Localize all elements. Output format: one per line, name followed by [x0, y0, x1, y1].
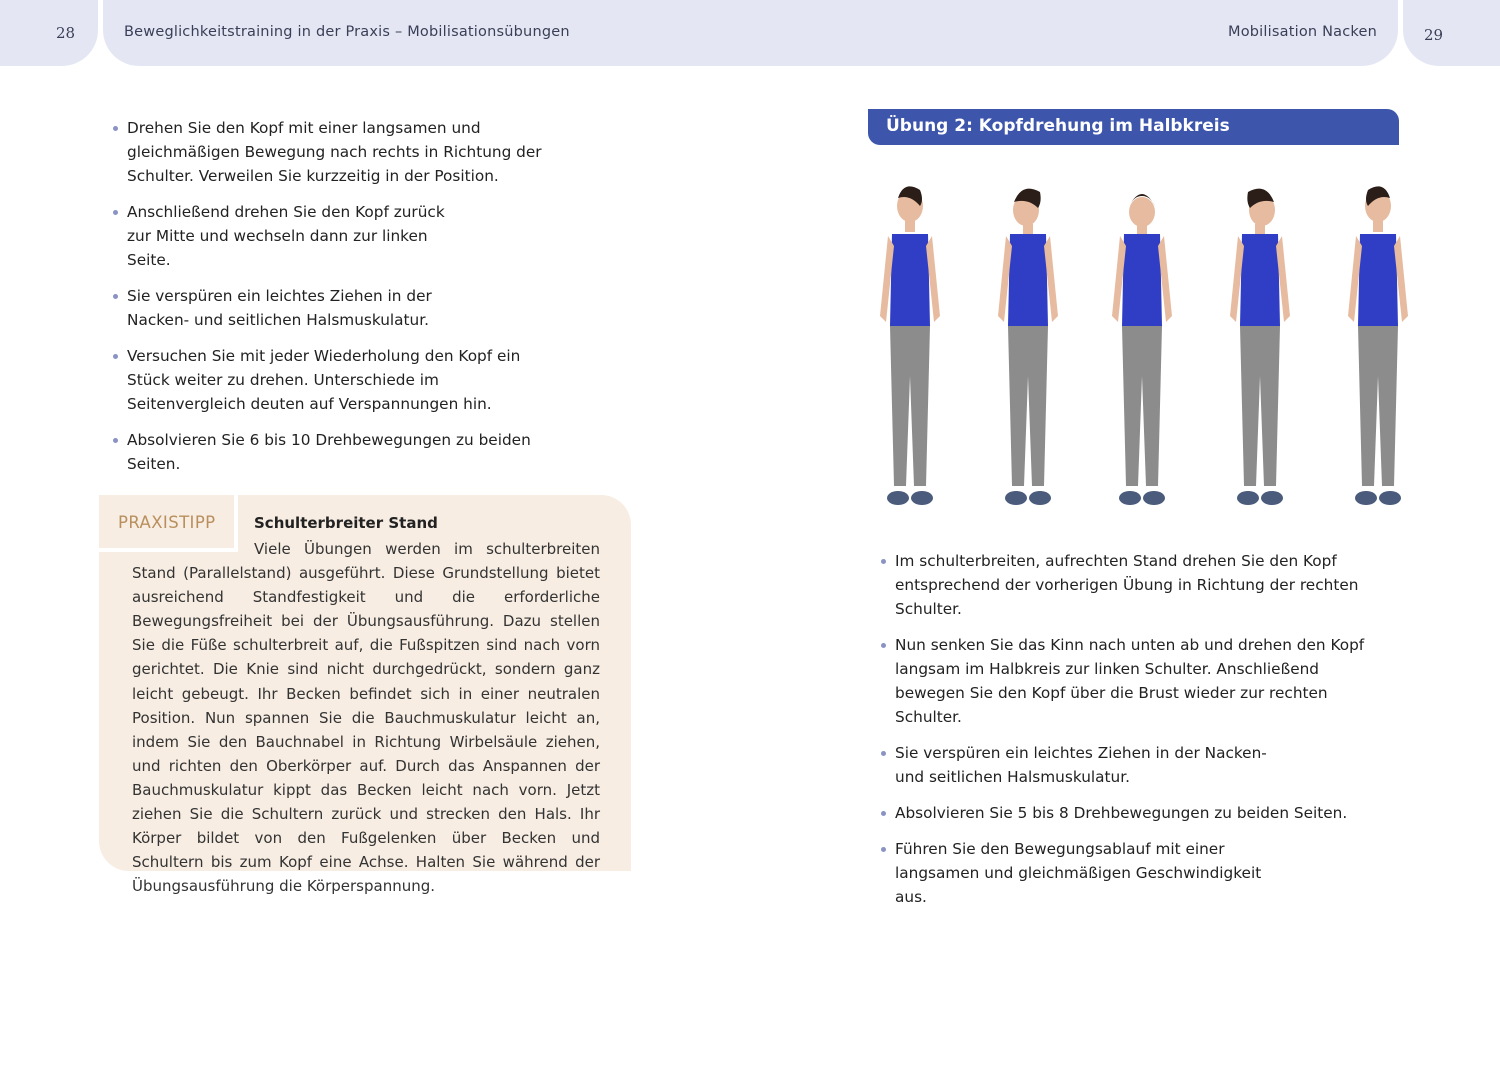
figure-head-right	[870, 176, 950, 521]
exercise-heading: Übung 2: Kopfdrehung im Halbkreis	[886, 116, 1230, 136]
right-page-tab	[1403, 0, 1500, 66]
exercise-heading-bar	[868, 109, 1399, 145]
left-page-tab	[0, 0, 98, 66]
bullet-icon	[881, 751, 886, 756]
figure-head-down-right	[988, 176, 1068, 521]
list-item: Anschließend drehen Sie den Kopf zurück zur Mitte und wechseln dann zur linken Seite.	[113, 200, 583, 272]
bullet-icon	[113, 126, 118, 131]
praxistipp-text: Viele Übungen werden im schulterbreiten Stand (Parallelstand) ausgeführt. Diese Grundstellung bietet ausreichend Standfestigkeit und die erforderliche Bewegungsfreiheit bei der Übungsausführung. Dazu stellen Sie die Füße schulterbreit auf, die Fußspitzen sind nach vorn gerichtet. Die Knie sind nicht durchgedrückt, sondern ganz leicht gebeugt. Ihr Becken befindet sich in einer neutralen Position. Nun spannen Sie die Bauchmuskulatur leicht an, indem Sie den Bauchnabel in Richtung Wirbelsäule ziehen, und richten den Oberkörper auf. Durch das Anspannen der Bauchmuskulatur kippt das Becken leicht nach vorn. Jetzt ziehen Sie die Schultern zurück und strecken den Hals. Ihr Körper bildet von den Fußgelenken über Becken und Schultern bis zum Kopf eine Achse. Halten Sie während der Übungsausführung die Körperspannung.	[132, 540, 600, 896]
list-item: Absolvieren Sie 6 bis 10 Drehbewegungen zu beiden Seiten.	[113, 428, 583, 476]
bullet-icon	[881, 643, 886, 648]
figure-head-down-left	[1220, 176, 1300, 521]
list-item: Versuchen Sie mit jeder Wiederholung den Kopf ein Stück weiter zu drehen. Unterschiede im Seitenvergleich deuten auf Verspannungen hin.	[113, 344, 583, 416]
praxistipp-title: Schulterbreiter Stand	[254, 514, 438, 532]
list-item: Sie verspüren ein leichtes Ziehen in der Nacken- und seitlichen Halsmuskulatur.	[113, 284, 583, 332]
bullet-icon	[881, 559, 886, 564]
praxistipp-label: PRAXISTIPP	[118, 513, 216, 532]
right-bullet-list	[881, 549, 1401, 921]
list-item: Drehen Sie den Kopf mit einer langsamen und gleichmäßigen Bewegung nach rechts in Richtung der Schulter. Verweilen Sie kurzzeitig in der Position.	[113, 116, 583, 188]
bullet-icon	[113, 354, 118, 359]
bullet-icon	[881, 847, 886, 852]
list-item: Im schulterbreiten, aufrechten Stand drehen Sie den Kopf entsprechend der vorherigen Übung in Richtung der rechten Schulter.	[881, 549, 1401, 621]
list-item: Sie verspüren ein leichtes Ziehen in der Nacken- und seitlichen Halsmuskulatur.	[881, 741, 1401, 789]
right-page-number: 29	[1424, 26, 1444, 44]
left-running-title: Beweglichkeitstraining in der Praxis – Mobilisationsübungen	[124, 24, 570, 40]
bullet-icon	[113, 294, 118, 299]
bullet-icon	[881, 811, 886, 816]
bullet-icon	[113, 210, 118, 215]
left-page-number: 28	[56, 24, 76, 42]
right-running-title: Mobilisation Nacken	[1228, 24, 1377, 40]
list-item: Absolvieren Sie 5 bis 8 Drehbewegungen zu beiden Seiten.	[881, 801, 1401, 825]
list-item: Nun senken Sie das Kinn nach unten ab und drehen den Kopf langsam im Halbkreis zur linken Schulter. Anschließend bewegen Sie den Kopf über die Brust wieder zur rechten Schulter.	[881, 633, 1401, 729]
figure-head-down-center	[1102, 176, 1182, 521]
figure-head-left	[1338, 176, 1418, 521]
bullet-icon	[113, 438, 118, 443]
left-bullet-list	[113, 116, 583, 488]
list-item: Führen Sie den Bewegungsablauf mit einer langsamen und gleichmäßigen Geschwindigkeit aus.	[881, 837, 1401, 909]
